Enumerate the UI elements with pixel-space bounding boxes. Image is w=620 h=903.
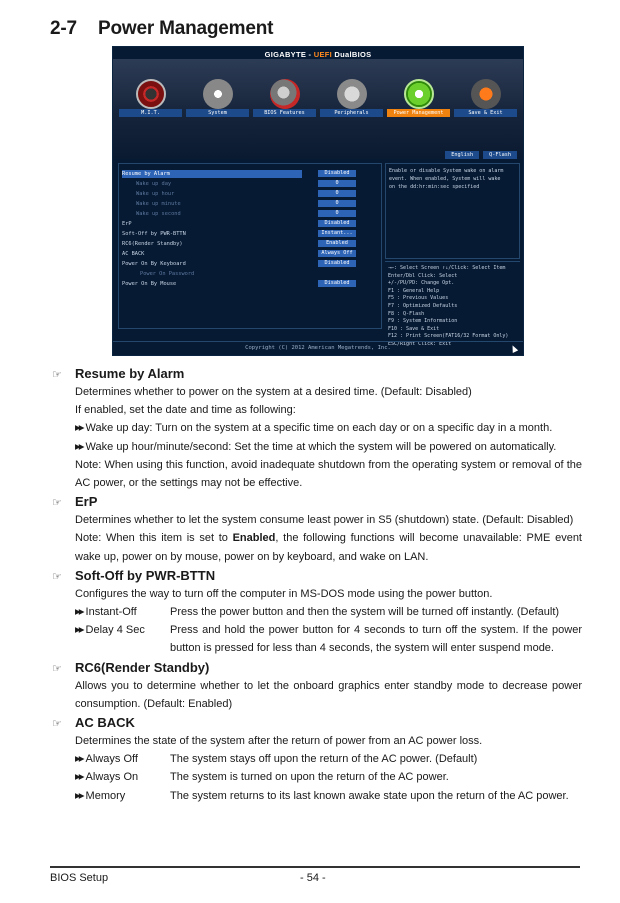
rc6-desc: Allows you to determine whether to let the onboard graphics enter standby mode to decrease power consumption. (Default: Enabled) (75, 679, 582, 710)
bios-copyright: Copyright (C) 2012 American Megatrends, Inc. (113, 341, 523, 355)
save-exit-icon (471, 79, 501, 109)
page-number: - 54 - (300, 872, 326, 884)
nav-bios-features[interactable]: BIOS Features (251, 73, 318, 157)
bios-sub-buttons (445, 151, 517, 159)
nav-power-management[interactable]: Power Management (385, 73, 452, 157)
double-arrow-icon: ▶▶ (75, 607, 83, 617)
bios-header (113, 59, 523, 159)
section-acback-heading: ☞ AC BACK (52, 713, 582, 732)
bios-nav (117, 73, 519, 157)
chip-icon (270, 79, 300, 109)
pointing-hand-icon: ☞ (52, 497, 62, 510)
section-resume-heading: ☞ Resume by Alarm (52, 364, 582, 383)
acback-row-off: ▶▶ Always Off The system stays off upon the return of the AC power. (Default) (52, 750, 582, 768)
double-arrow-icon: ▶▶ (75, 790, 83, 800)
nav-system[interactable]: System (184, 73, 251, 157)
peripherals-icon (337, 79, 367, 109)
gears-icon (203, 79, 233, 109)
resume-bullet-time: ▶▶ Wake up hour/minute/second: Set the time at which the system will be powered on automatically. (52, 438, 582, 456)
footer-section-name: BIOS Setup (50, 872, 109, 884)
bios-options-panel (118, 163, 382, 329)
option-power-on-mouse[interactable]: Power On By Mouse Disabled (122, 280, 378, 288)
section-rc6-heading: ☞ RC6(Render Standby) (52, 658, 582, 677)
pointing-hand-icon: ☞ (52, 662, 62, 675)
key-legend: →←: Select Screen ↑↓/Click: Select Item Enter/Dbl Click: Select +/-/PU/PD: Change Opt. F1 : General Help F5 : Previous Values F7 : Optimized Defaults F8 : Q-Flash F9 : System Information F10 : Save & Exit F12 : Print Screen(FAT16/32 Format Only) ESC/Right Click: Exit (385, 261, 520, 329)
section-title: Power Management (98, 18, 274, 39)
double-arrow-icon: ▶▶ (75, 754, 83, 764)
pointing-hand-icon: ☞ (52, 570, 62, 583)
pointing-hand-icon: ☞ (52, 718, 62, 731)
erp-desc: Determines whether to let the system consume least power in S5 (shutdown) state. (Default: Disabled) (75, 514, 574, 527)
english-button[interactable]: English (445, 151, 479, 159)
acback-desc: Determines the state of the system after the return of power from an AC power loss. (75, 735, 483, 748)
option-rc6[interactable]: RC6(Render Standby) Enabled (122, 240, 378, 248)
page-title (50, 18, 273, 40)
softoff-desc: Configures the way to turn off the computer in MS-DOS mode using the power button. (75, 587, 493, 600)
acback-row-memory: ▶▶ Memory The system returns to its last known awake state upon the return of the AC power. (52, 787, 582, 805)
section-softoff-heading: ☞ Soft-Off by PWR-BTTN (52, 566, 582, 585)
option-resume-by-alarm[interactable]: Resume by Alarm Disabled (122, 170, 378, 178)
gauge-icon (136, 79, 166, 109)
option-wake-up-second[interactable]: Wake up second 0 (122, 210, 378, 218)
softoff-row-delay: ▶▶ Delay 4 Sec Press and hold the power button for 4 seconds to turn off the system. If the power button is pressed for less than 4 seconds, the system will enter suspend mode. (52, 621, 582, 657)
qflash-button[interactable]: Q-Flash (483, 151, 517, 159)
footer-rule (50, 866, 580, 868)
section-number: 2-7 (50, 18, 77, 39)
resume-desc: Determines whether to power on the system at a desired time. (Default: Disabled) (75, 386, 472, 398)
double-arrow-icon: ▶▶ (75, 441, 83, 451)
option-soft-off[interactable]: Soft-Off by PWR-BTTN Instant... (122, 230, 378, 238)
resume-bullet-day: ▶▶ Wake up day: Turn on the system at a specific time on each day or on a specific day in a month. (52, 419, 582, 437)
bios-help-panel (385, 163, 520, 347)
option-wake-up-day[interactable]: Wake up day 0 (122, 180, 378, 188)
acback-row-on: ▶▶ Always On The system is turned on upon the return of the AC power. (52, 768, 582, 786)
option-power-on-keyboard[interactable]: Power On By Keyboard Disabled (122, 260, 378, 268)
power-icon (404, 79, 434, 109)
nav-mit[interactable]: M.I.T. (117, 73, 184, 157)
option-wake-up-minute[interactable]: Wake up minute 0 (122, 200, 378, 208)
nav-peripherals[interactable]: Peripherals (318, 73, 385, 157)
item-help: Enable or disable System wake on alarm event. When enabled, System will wake on the dd:hr:min:sec specified (385, 163, 520, 259)
bios-brand: GIGABYTE - UEFI DualBIOS (264, 50, 372, 59)
softoff-row-instant: ▶▶ Instant-Off Press the power button and then the system will be turned off instantly. (Default) (52, 603, 582, 621)
double-arrow-icon: ▶▶ (75, 772, 83, 782)
pointing-hand-icon: ☞ (52, 369, 62, 381)
erp-note: Note: When this item is set to Enabled, the following functions will become unavailable: PME event wake up, power on by mouse, power on by keyboard, and wake on LAN. (75, 532, 582, 563)
nav-save-exit[interactable]: Save & Exit (452, 73, 519, 157)
document-body (52, 364, 582, 805)
option-wake-up-hour[interactable]: Wake up hour 0 (122, 190, 378, 198)
resume-desc-2: If enabled, set the date and time as following: (75, 404, 296, 417)
bios-screenshot (112, 46, 524, 356)
resume-note: Note: When using this function, avoid inadequate shutdown from the operating system or removal of the AC power, or the settings may not be effective. (75, 458, 582, 490)
option-ac-back[interactable]: AC BACK Always Off (122, 250, 378, 258)
option-erp[interactable]: ErP Disabled (122, 220, 378, 228)
double-arrow-icon: ▶▶ (75, 625, 83, 635)
double-arrow-icon: ▶▶ (75, 423, 83, 433)
option-power-on-password[interactable]: Power On Password (140, 271, 195, 277)
section-erp-heading: ☞ ErP (52, 492, 582, 511)
